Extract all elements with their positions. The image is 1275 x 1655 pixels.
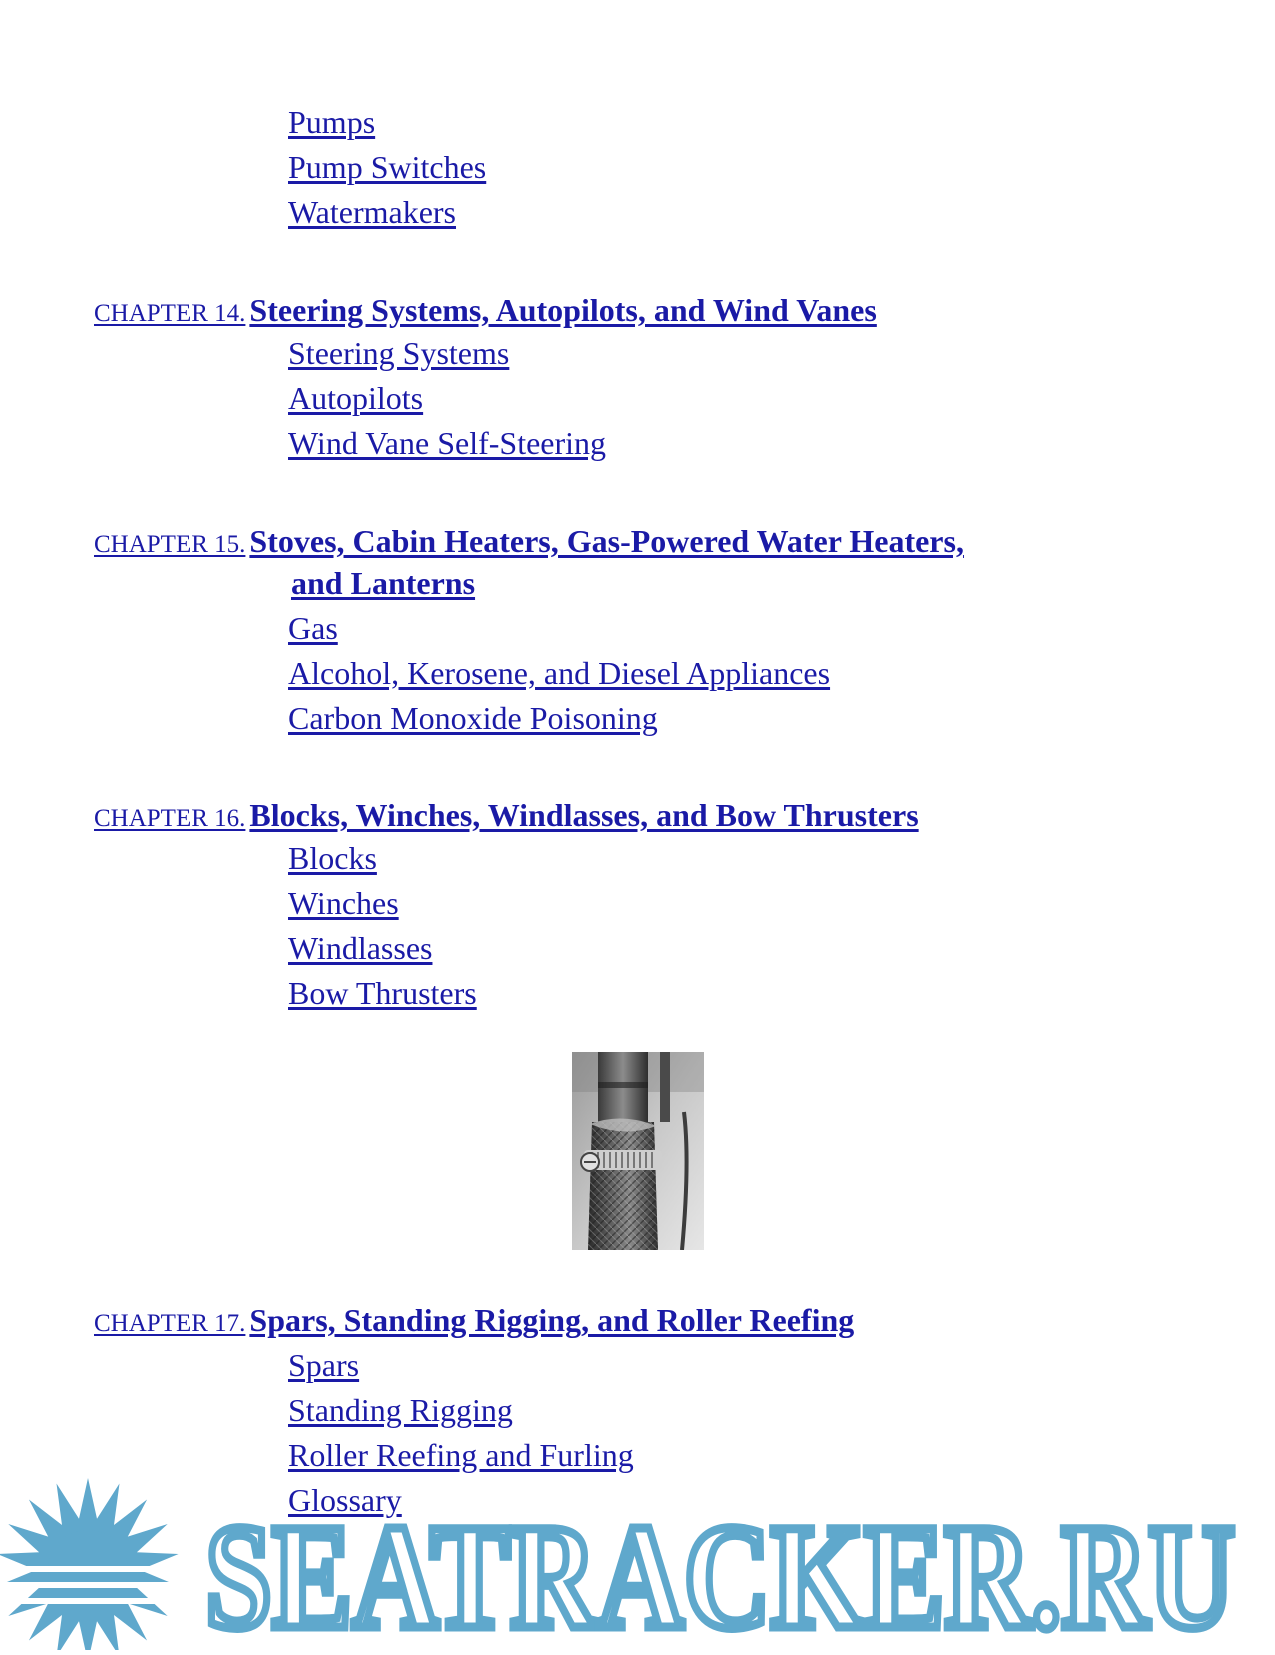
chapter-title[interactable]: Blocks, Winches, Windlasses, and Bow Thrusters xyxy=(249,797,919,833)
watermark xyxy=(0,1455,1275,1650)
watermark-text: SEATRACKER.RU xyxy=(205,1494,1235,1650)
toc-link-pumps[interactable]: Pumps xyxy=(288,104,376,140)
toc-link-carbon-monoxide[interactable]: Carbon Monoxide Poisoning xyxy=(288,700,658,736)
toc-link-bow-thrusters[interactable]: Bow Thrusters xyxy=(288,975,477,1011)
toc-link-blocks[interactable]: Blocks xyxy=(288,840,377,876)
chapter-17-heading[interactable] xyxy=(94,1300,854,1347)
chapter-title[interactable]: Steering Systems, Autopilots, and Wind Vanes xyxy=(249,292,877,328)
toc-link-spars[interactable]: Spars xyxy=(288,1347,360,1383)
chapter-title[interactable]: Spars, Standing Rigging, and Roller Reefing xyxy=(249,1302,855,1338)
toc-link-pump-switches[interactable]: Pump Switches xyxy=(288,149,487,185)
toc-link-gas[interactable]: Gas xyxy=(288,610,338,646)
chapter-label[interactable]: CHAPTER 15. xyxy=(94,531,246,558)
toc-link-autopilots[interactable]: Autopilots xyxy=(288,380,424,416)
toc-link-watermakers[interactable]: Watermakers xyxy=(288,194,456,230)
chapter-title-continued[interactable]: and Lanterns xyxy=(291,565,476,601)
toc-link-roller-reefing[interactable]: Roller Reefing and Furling xyxy=(288,1437,634,1473)
toc-link-glossary[interactable]: Glossary xyxy=(288,1482,402,1518)
toc-link-standing-rigging[interactable]: Standing Rigging xyxy=(288,1392,513,1428)
toc-link-alcohol-kerosene-diesel[interactable]: Alcohol, Kerosene, and Diesel Appliances xyxy=(288,655,831,691)
chapter-label[interactable]: CHAPTER 17. xyxy=(94,1310,246,1337)
hose-clamp-photo xyxy=(572,1052,704,1250)
toc-link-winches[interactable]: Winches xyxy=(288,885,399,921)
chapter-label[interactable]: CHAPTER 14. xyxy=(94,300,246,327)
chapter-14-heading[interactable] xyxy=(94,290,877,337)
chapter-label[interactable]: CHAPTER 16. xyxy=(94,805,246,832)
toc-link-windlasses[interactable]: Windlasses xyxy=(288,930,433,966)
toc-link-steering-systems[interactable]: Steering Systems xyxy=(288,335,510,371)
toc-link-wind-vane-self-steering[interactable]: Wind Vane Self-Steering xyxy=(288,425,607,461)
chapter-title[interactable]: Stoves, Cabin Heaters, Gas-Powered Water Heaters, xyxy=(249,523,964,559)
sun-logo-icon xyxy=(0,1478,183,1650)
sun-rays xyxy=(0,1478,179,1650)
chapter-15-heading[interactable] xyxy=(94,521,964,568)
chapter-16-heading[interactable] xyxy=(94,795,919,842)
